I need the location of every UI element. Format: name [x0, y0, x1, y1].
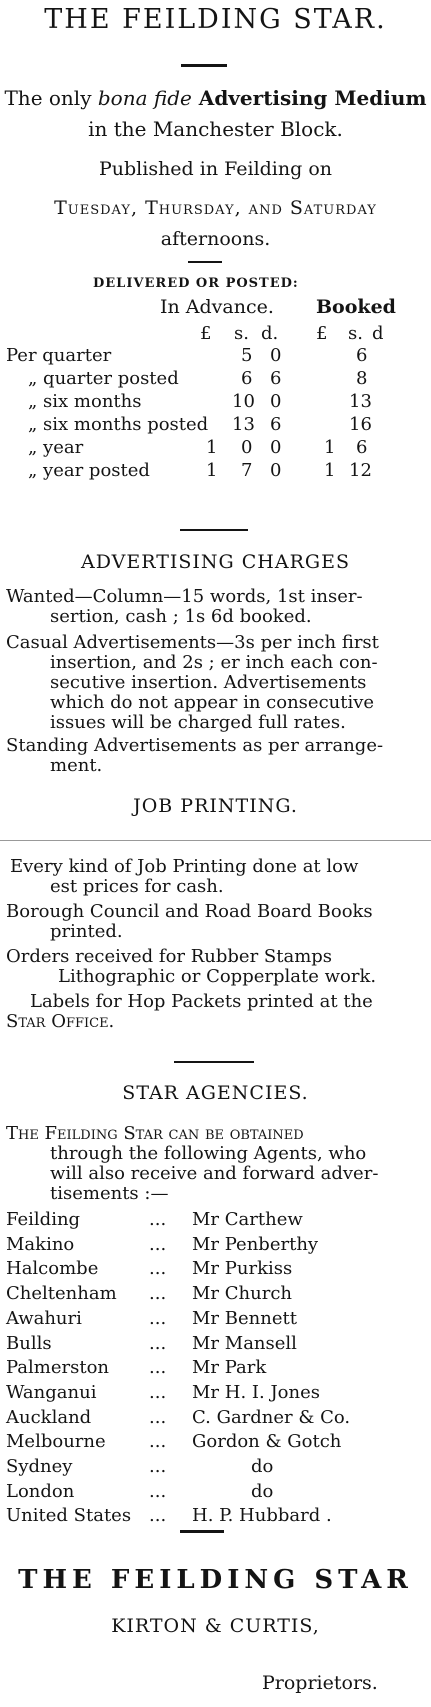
- row-label: „ six months: [28, 391, 142, 412]
- agencies-intro-line2: through the following Agents, who: [50, 1143, 367, 1164]
- ad-standing-line2: ment.: [50, 755, 103, 776]
- proprietors-names: KIRTON & CURTIS,: [111, 1615, 320, 1637]
- agencies-intro-line4: tisements :—: [50, 1183, 169, 1204]
- agency-leader-dots: ...: [149, 1431, 167, 1453]
- agency-town: Bulls: [6, 1332, 52, 1354]
- agencies-intro-line3: will also receive and forward adver-: [50, 1163, 379, 1184]
- job-line8: Star Office.: [6, 1011, 115, 1032]
- proprietors-label: Proprietors.: [262, 1672, 378, 1694]
- divider: [181, 64, 227, 67]
- agency-leader-dots: ...: [149, 1456, 167, 1477]
- booked-shillings-header: s.: [348, 323, 363, 344]
- booked-pence-header: d: [372, 323, 384, 344]
- job-line7: Labels for Hop Packets printed at the: [30, 991, 373, 1012]
- agency-town: United States: [6, 1505, 132, 1527]
- publication-days: Tuesday, Thursday, and Saturday: [54, 197, 377, 219]
- agency-leader-dots: ...: [149, 1332, 167, 1354]
- row-label: „ six months posted: [28, 414, 209, 435]
- ad-casual-line5: issues will be charged full rates.: [50, 712, 346, 733]
- agency-town: Awahuri: [6, 1307, 82, 1329]
- agency-leader-dots: ...: [149, 1381, 167, 1403]
- ad-wanted-line2: sertion, cash ; 1s 6d booked.: [50, 606, 312, 627]
- divider: [0, 840, 431, 841]
- pence-header: d.: [261, 323, 279, 344]
- job-line6: Lithographic or Copperplate work.: [58, 966, 377, 987]
- agency-town: Halcombe: [6, 1258, 99, 1280]
- booked-label: Booked: [316, 296, 396, 318]
- tagline-line2: in the Manchester Block.: [88, 117, 343, 141]
- agency-agent: Mr Church: [192, 1283, 292, 1305]
- agency-leader-dots: ...: [149, 1406, 167, 1428]
- divider: [174, 1061, 254, 1063]
- job-line4: printed.: [50, 921, 123, 942]
- job-printing-heading: JOB PRINTING.: [133, 795, 298, 817]
- agencies-intro-line1: The Feilding Star can be obtained: [6, 1123, 304, 1144]
- agency-leader-dots: ...: [149, 1307, 167, 1329]
- agency-agent: H. P. Hubbard .: [192, 1505, 332, 1527]
- row-label: Per quarter: [6, 345, 112, 366]
- ad-wanted-line1: Wanted—Column—15 words, 1st inser-: [6, 586, 363, 607]
- agency-agent: Mr H. I. Jones: [192, 1381, 320, 1403]
- agency-agent: Mr Penberthy: [192, 1233, 319, 1255]
- in-advance-label: In Advance.: [160, 296, 274, 318]
- agency-agent: Mr Carthew: [192, 1209, 303, 1230]
- agency-town: Cheltenham: [6, 1283, 117, 1305]
- agency-leader-dots: ...: [149, 1480, 167, 1502]
- agency-agent: C. Gardner & Co.: [192, 1406, 351, 1428]
- agency-agent: do: [251, 1456, 274, 1477]
- row-label: „ quarter posted: [28, 368, 179, 389]
- agency-agent: do: [251, 1480, 274, 1502]
- agency-agent: Mr Mansell: [192, 1332, 297, 1354]
- agency-town: Wanganui: [6, 1381, 97, 1403]
- job-line3: Borough Council and Road Board Books: [6, 901, 373, 922]
- agency-leader-dots: ...: [149, 1258, 167, 1280]
- agency-agent: Mr Purkiss: [192, 1258, 293, 1280]
- published-line: Published in Feilding on: [98, 158, 333, 180]
- agency-town: Sydney: [6, 1456, 73, 1477]
- delivery-heading: DELIVERED OR POSTED:: [93, 276, 299, 291]
- divider: [180, 529, 248, 531]
- shillings-header: s.: [234, 323, 249, 344]
- pounds-header: £: [200, 323, 212, 344]
- booked-pounds-header: £: [316, 323, 328, 344]
- agency-leader-dots: ...: [149, 1283, 167, 1305]
- tagline: The only bona fide Advertising Medium: [4, 86, 427, 110]
- advertising-heading: ADVERTISING CHARGES: [81, 551, 350, 573]
- ad-standing-line1: Standing Advertisements as per arrange-: [6, 735, 384, 756]
- job-line1: Every kind of Job Printing done at low: [10, 856, 359, 877]
- agency-town: Palmerston: [6, 1357, 110, 1379]
- agency-agent: Mr Bennett: [192, 1307, 297, 1329]
- row-label: „ year: [28, 437, 84, 458]
- agency-leader-dots: ...: [149, 1505, 167, 1527]
- agency-leader-dots: ...: [149, 1209, 167, 1230]
- divider: [188, 261, 222, 263]
- row-label: „ year posted: [28, 460, 150, 481]
- agency-agent: Mr Park: [192, 1357, 267, 1379]
- agency-leader-dots: ...: [149, 1233, 167, 1255]
- divider: [180, 1530, 224, 1533]
- agency-town: London: [6, 1480, 75, 1502]
- agency-town: Feilding: [6, 1209, 81, 1230]
- ad-casual-line2: insertion, and 2s ; er inch each con-: [50, 652, 378, 673]
- ad-casual-line4: which do not appear in consecutive: [50, 692, 375, 713]
- ad-casual-line3: secutive insertion. Advertisements: [50, 672, 367, 693]
- agency-town: Auckland: [6, 1406, 92, 1428]
- agency-leader-dots: ...: [149, 1357, 167, 1379]
- job-line5: Orders received for Rubber Stamps: [6, 946, 333, 967]
- ad-casual-line1: Casual Advertisements—3s per inch first: [6, 632, 379, 653]
- agencies-heading: STAR AGENCIES.: [122, 1082, 309, 1104]
- agency-agent: Gordon & Gotch: [192, 1431, 342, 1453]
- footer-title: THE FEILDING STAR: [18, 1565, 413, 1595]
- job-line2: est prices for cash.: [50, 876, 224, 897]
- agency-town: Melbourne: [6, 1431, 106, 1453]
- masthead-title: THE FEILDING STAR.: [44, 4, 387, 35]
- newspaper-page: THE FEILDING STAR. The only bona fide Advertising Medium in the Manchester Block. Published in Feilding on Tuesday, Thursday, and Saturday afternoons. DELIVERED OR POSTED: In Advance. Booked £ s. d. £ s. d Per quarter 5 0 6 „ quarter posted 6 6 8 „ six months 10 0 13 „ six months posted 13 6 16 „ year 1 0 0 1 6 „ year posted 1 7 0 1 12 ADVERTISING CHARGES Wanted—Column—15 words, 1st inser- sertion, cash ; 1s 6d booked. Casual Advertisements—3s per inch first insertion, and 2s ; er inch each con- secutive insertion. Advertisements which do not appear in consecutive issues will be charged full rates. Standing Advertisements as per arrange- ment. JOB PRINTING. Every kind of Job Printing done at low est prices for cash. Borough Council and Road Board Books printed. Orders received for Rubber Stamps Lithographic or Copperplate work. Labels for Hop Packets printed at the Star Office. STAR AGENCIES. The Feilding Star can be obtained through the following Agents, who will also receive and forward adver- tisements :— Feilding ... Mr Carthew Makino ... Mr Penberthy Halcombe ... Mr Purkiss Cheltenham ... Mr Church Awahuri ... Mr Bennett Bulls ... Mr Mansell Palmerston ... Mr Park Wanganui ... Mr H. I. Jones Auckland ... C. Gardner & Co. Melbourne ... Gordon & Gotch Sydney ... do London ... do United States ... H. P. Hubbard . THE FEILDING STAR KIRTON & CURTIS, Proprietors.: [0, 0, 431, 1707]
- agency-town: Makino: [6, 1233, 75, 1255]
- afternoons-line: afternoons.: [160, 228, 271, 250]
